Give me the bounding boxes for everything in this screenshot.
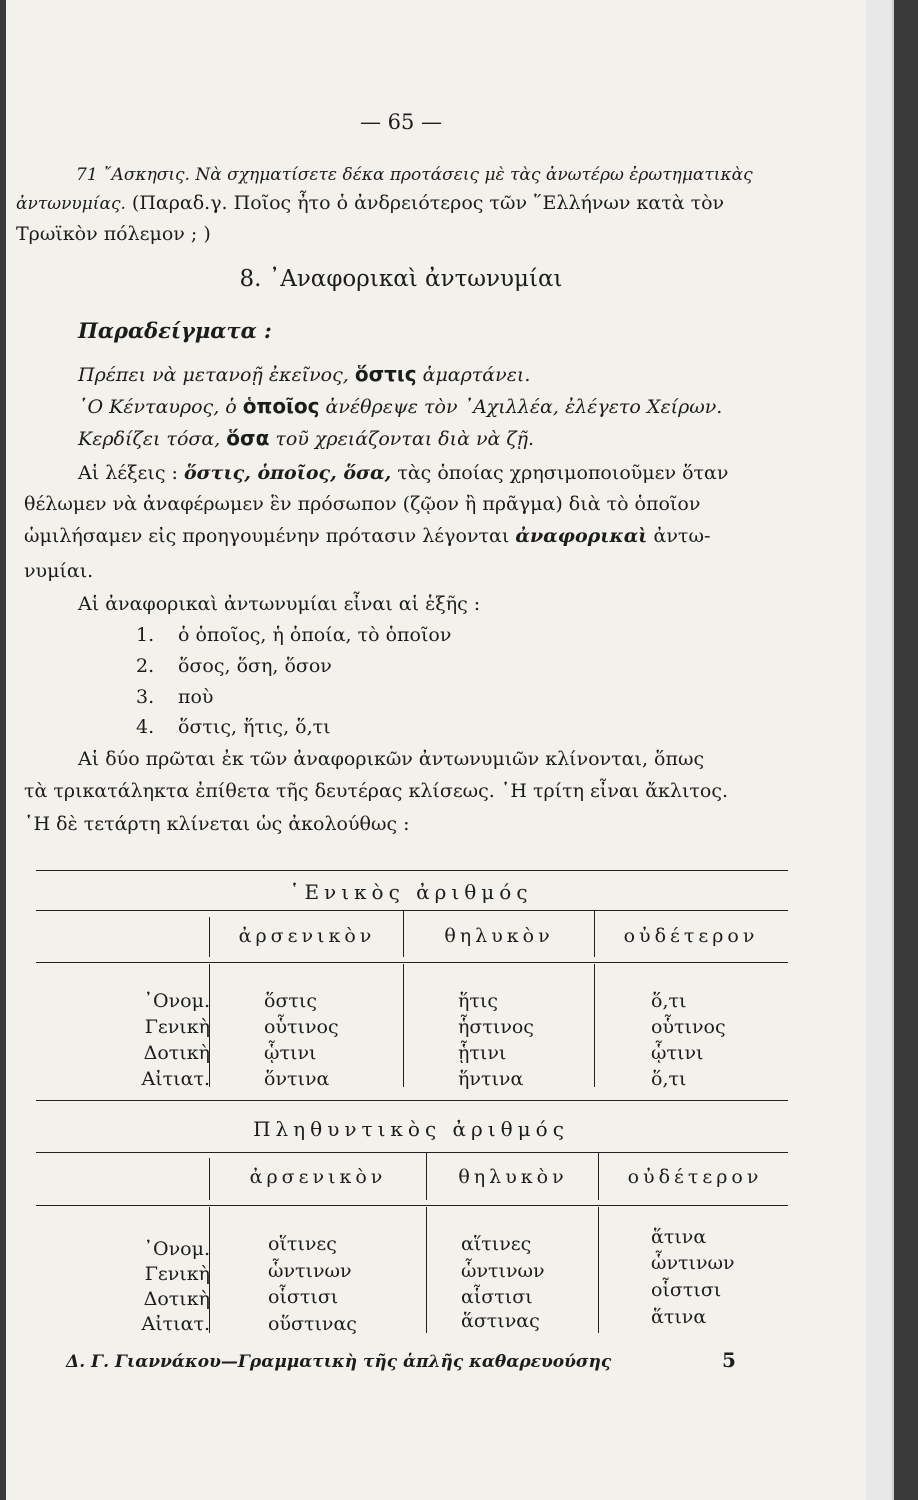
example-pronoun: ὅσα bbox=[226, 426, 270, 450]
exercise-line-1: 71 ῎Ασκησις. Νὰ σχηματίσετε δέκα προτάσεις μὲ τὰς ἀνωτέρω ἐρωτηματικὰς bbox=[76, 165, 753, 185]
case-label: Δοτικὴ bbox=[143, 1042, 210, 1064]
table-divider bbox=[209, 1158, 210, 1200]
list-item: 1. ὁ ὁποῖος, ἡ ὁποία, τὸ ὁποῖον bbox=[136, 624, 452, 646]
example-pronoun: ὅστις bbox=[354, 362, 417, 386]
paragraph-2-line-2: τὰ τρικατάληκτα ἐπίθετα τῆς δευτέρας κλίσεως. ῾Η τρίτη εἶναι ἄκλιτος. bbox=[24, 780, 729, 802]
table-rule bbox=[36, 1205, 788, 1206]
header-feminine: θηλυκὸν bbox=[458, 1166, 568, 1188]
list-item: 2. ὅσος, ὅση, ὅσον bbox=[136, 655, 332, 677]
table-cell: οὕστινας bbox=[268, 1313, 357, 1335]
exercise-line-2-italic: ἀντωνυμίας. bbox=[16, 194, 126, 214]
paragraph-2-line-3: ῾Η δὲ τετάρτη κλίνεται ὡς ἀκολούθως : bbox=[24, 813, 410, 835]
case-label: Γενικὴ bbox=[144, 1263, 210, 1285]
singular-caption: ῾Ενικὸς ἀριθμός bbox=[289, 880, 533, 904]
header-neuter: οὐδέτερον bbox=[627, 1166, 763, 1188]
table-cell: αἵτινες bbox=[461, 1233, 532, 1255]
footer-text: Δ. Γ. Γιαννάκου—Γραμματικὴ τῆς ἁπλῆς καθαρευούσης bbox=[66, 1352, 612, 1372]
table-cell: οὗτινος bbox=[264, 1016, 339, 1038]
table-cell: ὧντινων bbox=[461, 1260, 545, 1282]
table-cell: οἵτινες bbox=[268, 1233, 337, 1255]
exercise-line-2-rest: (Παραδ.γ. Ποῖος ἦτο ὁ ἀνδρειότερος τῶν ῞Ελλήνων κατὰ τὸν bbox=[125, 192, 725, 214]
table-cell: οἷστισι bbox=[651, 1279, 722, 1301]
paragraph-2-line-1: Αἱ δύο πρῶται ἐκ τῶν ἀναφορικῶν ἀντωνυμιῶν κλίνονται, ὅπως bbox=[78, 748, 705, 770]
case-label: ᾿Ονομ. bbox=[143, 990, 210, 1012]
case-label: Αἰτιατ. bbox=[141, 1313, 210, 1335]
table-rule bbox=[36, 962, 788, 963]
table-rule bbox=[36, 870, 788, 871]
examples-heading: Παραδείγματα : bbox=[78, 318, 272, 343]
table-divider bbox=[594, 964, 595, 1087]
page-edge bbox=[866, 0, 892, 1500]
example-line-3: Κερδίζει τόσα, ὅσα τοῦ χρειάζονται διὰ νὰ ζῇ. bbox=[78, 426, 535, 450]
list-intro: Αἱ ἀναφορικαὶ ἀντωνυμίαι εἶναι αἱ ἑξῆς : bbox=[78, 593, 481, 615]
table-cell: οἷστισι bbox=[268, 1286, 339, 1308]
table-cell: ἥτις bbox=[458, 990, 498, 1012]
table-cell: ὅστις bbox=[264, 990, 318, 1012]
table-cell: ὅ,τι bbox=[651, 1068, 687, 1090]
table-divider bbox=[403, 911, 404, 957]
exercise-line-2 bbox=[16, 192, 724, 214]
header-neuter: οὐδέτερον bbox=[623, 925, 759, 947]
case-label: ᾿Ονομ. bbox=[143, 1238, 210, 1260]
table-rule bbox=[36, 1100, 788, 1101]
table-cell: ᾧτινι bbox=[651, 1042, 704, 1064]
table-cell: αἷστισι bbox=[461, 1286, 533, 1308]
header-masculine: ἀρσενικὸν bbox=[249, 1166, 387, 1188]
table-divider bbox=[594, 911, 595, 957]
plural-caption: Πληθυντικὸς ἀριθμός bbox=[253, 1117, 569, 1141]
table-cell: ἥντινα bbox=[458, 1068, 524, 1090]
paragraph-1-line-3: ὡμιλήσαμεν εἰς προηγουμένην πρότασιν λέγονται ἀναφορικαὶ ἀντω- bbox=[24, 525, 711, 547]
book-page bbox=[6, 0, 894, 1500]
section-heading: 8. ᾿Αναφορικαὶ ἀντωνυμίαι bbox=[239, 266, 563, 292]
example-line-1: Πρέπει νὰ μετανοῇ ἐκεῖνος, ὅστις ἁμαρτάνει. bbox=[78, 362, 531, 386]
table-cell: ἧστινος bbox=[458, 1016, 534, 1038]
table-rule bbox=[36, 1152, 788, 1153]
table-divider bbox=[209, 917, 210, 957]
signature-mark: 5 bbox=[722, 1348, 736, 1372]
exercise-line-3: Τρωϊκὸν πόλεμον ; ) bbox=[16, 223, 211, 245]
table-cell: ᾧτινι bbox=[264, 1042, 317, 1064]
example-line-2: ῾Ο Κένταυρος, ὁ ὁποῖος ἀνέθρεψε τὸν ᾿Αχιλλέα, ἐλέγετο Χείρων. bbox=[78, 394, 723, 418]
table-cell: ὅ,τι bbox=[651, 990, 687, 1012]
table-divider bbox=[426, 1153, 427, 1200]
page-number: — 65 — bbox=[359, 110, 443, 134]
table-cell: ὅντινα bbox=[264, 1068, 330, 1090]
case-label: Αἰτιατ. bbox=[141, 1068, 210, 1090]
case-label: Δοτικὴ bbox=[143, 1288, 210, 1310]
example-pronoun: ὁποῖος bbox=[242, 394, 320, 418]
paragraph-1-line-1: Αἱ λέξεις : ὅστις, ὁποῖος, ὅσα, τὰς ὁποίας χρησιμοποιοῦμεν ὅταν bbox=[78, 462, 729, 484]
table-cell: ὧντινων bbox=[651, 1252, 735, 1274]
table-cell: ἅτινα bbox=[651, 1306, 707, 1328]
table-cell: οὗτινος bbox=[651, 1016, 726, 1038]
table-rule bbox=[36, 910, 788, 911]
table-cell: ὧντινων bbox=[268, 1260, 352, 1282]
table-cell: ᾗτινι bbox=[458, 1042, 507, 1064]
table-divider bbox=[426, 1207, 427, 1333]
case-label: Γενικὴ bbox=[144, 1016, 210, 1038]
table-divider bbox=[598, 1153, 599, 1200]
paragraph-1-line-2: θέλωμεν νὰ ἀναφέρωμεν ἓν πρόσωπον (ζῷον ἢ πρᾶγμα) διὰ τὸ ὁποῖον bbox=[24, 493, 701, 515]
table-divider bbox=[403, 964, 404, 1087]
table-divider bbox=[598, 1207, 599, 1333]
list-item: 3. ποὺ bbox=[136, 686, 214, 708]
table-cell: ἅστινας bbox=[461, 1310, 540, 1332]
paragraph-1-line-4: νυμίαι. bbox=[24, 560, 94, 582]
header-feminine: θηλυκὸν bbox=[444, 925, 554, 947]
header-masculine: ἀρσενικὸν bbox=[238, 925, 376, 947]
table-cell: ἅτινα bbox=[651, 1226, 707, 1248]
list-item: 4. ὅστις, ἥτις, ὅ,τι bbox=[136, 716, 331, 738]
